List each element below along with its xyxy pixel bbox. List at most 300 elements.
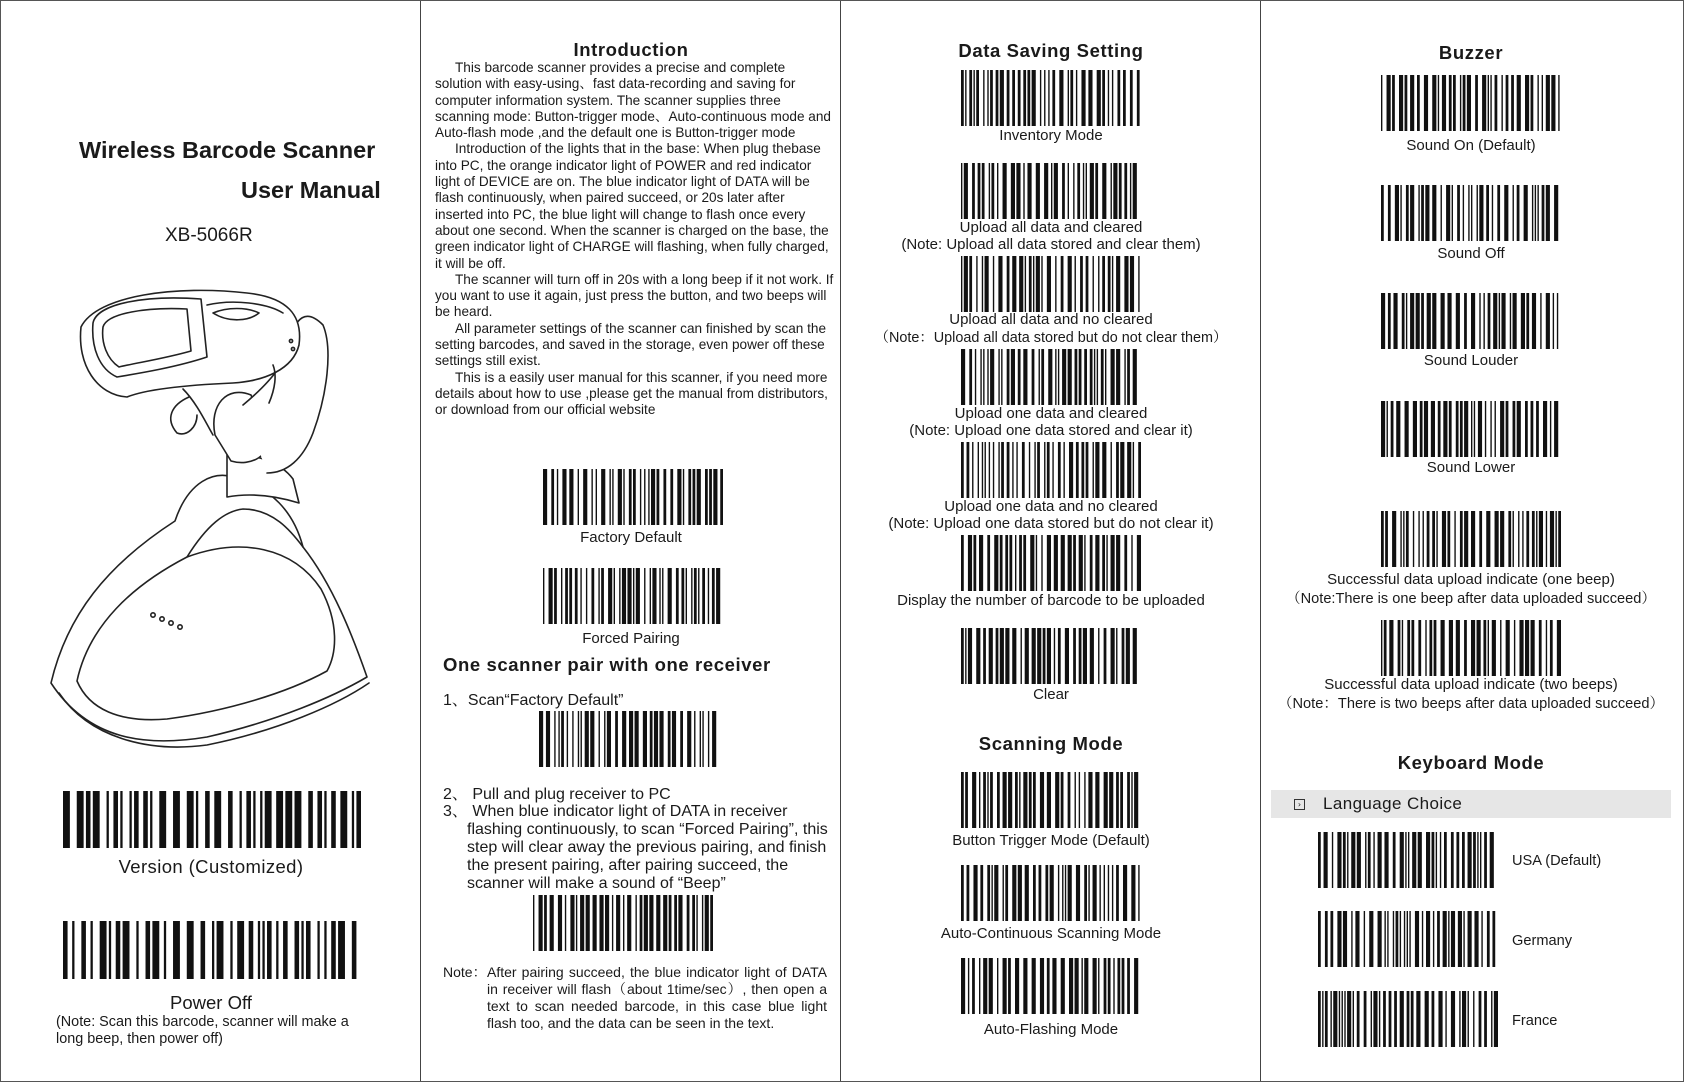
barcode-bar — [965, 70, 966, 126]
barcode-bar — [1090, 628, 1094, 684]
barcode-bar — [973, 535, 976, 591]
barcode-bar — [1511, 75, 1514, 131]
barcode-bar — [989, 958, 993, 1014]
barcode-bar — [983, 349, 984, 405]
barcode-bar — [578, 469, 579, 525]
barcode-bar — [1011, 349, 1015, 405]
barcode-bar — [987, 772, 988, 828]
barcode-bar — [635, 895, 636, 951]
barcode-bar — [997, 163, 998, 219]
barcode-bar — [580, 895, 584, 951]
barcode-bar — [1111, 628, 1115, 684]
barcode-bar — [989, 442, 990, 498]
barcode-bar — [990, 70, 993, 126]
barcode-bar — [985, 256, 989, 312]
barcode-bar — [1343, 832, 1346, 888]
button-trigger-barcode[interactable] — [961, 772, 1141, 828]
sound-louder-barcode[interactable] — [1381, 293, 1561, 349]
barcode-bar — [1124, 535, 1127, 591]
barcode-bar — [1536, 511, 1537, 567]
barcode-bar — [1506, 401, 1509, 457]
barcode-bar — [1381, 620, 1382, 676]
barcode-bar — [159, 791, 166, 848]
barcode-bar — [1086, 256, 1089, 312]
barcode-bar — [1426, 832, 1430, 888]
barcode-bar — [581, 711, 582, 767]
barcode-bar — [201, 921, 206, 979]
barcode-bar — [113, 791, 118, 848]
barcode-bar — [1381, 75, 1382, 131]
barcode-bar — [1557, 293, 1558, 349]
barcode-bar — [991, 865, 992, 921]
sound-lower-barcode[interactable] — [1381, 401, 1561, 457]
barcode-bar — [276, 921, 278, 979]
barcode-bar — [1084, 865, 1087, 921]
barcode-bar — [961, 772, 964, 828]
barcode-bar — [1522, 511, 1523, 567]
barcode-bar — [659, 568, 660, 624]
barcode-bar — [657, 469, 660, 525]
barcode-bar — [1388, 185, 1391, 241]
barcode-bar — [308, 791, 313, 848]
barcode-bar — [1558, 511, 1561, 567]
barcode-bar — [1504, 185, 1508, 241]
expand-icon[interactable]: › — [1294, 799, 1305, 810]
barcode-bar — [1427, 511, 1430, 567]
barcode-bar — [1122, 958, 1125, 1014]
barcode-bar — [1474, 911, 1478, 967]
barcode-bar — [1402, 620, 1403, 676]
barcode-bar — [1369, 911, 1373, 967]
barcode-bar — [648, 469, 649, 525]
barcode-bar — [694, 568, 697, 624]
barcode-bar — [1406, 185, 1409, 241]
barcode-bar — [591, 469, 592, 525]
barcode-bar — [1093, 442, 1094, 498]
barcode-bar — [1041, 349, 1044, 405]
barcode-bar — [237, 921, 244, 979]
barcode-bar — [663, 895, 667, 951]
usa-barcode[interactable] — [1318, 832, 1498, 888]
barcode-bar — [1032, 628, 1036, 684]
barcode-bar — [1399, 75, 1403, 131]
barcode-bar — [687, 895, 690, 951]
barcode-bar — [1546, 511, 1547, 567]
barcode-bar — [1454, 511, 1455, 567]
barcode-bar — [1468, 991, 1469, 1047]
introduction-column — [421, 1, 841, 1081]
barcode-bar — [1398, 620, 1401, 676]
barcode-bar — [1015, 772, 1018, 828]
barcode-bar — [1037, 628, 1041, 684]
barcode-bar — [644, 895, 648, 951]
barcode-bar — [1101, 349, 1104, 405]
barcode-bar — [1355, 911, 1359, 967]
barcode-bar — [1131, 865, 1135, 921]
clear-barcode[interactable] — [961, 628, 1141, 684]
barcode-bar — [1474, 401, 1475, 457]
barcode-bar — [1463, 185, 1464, 241]
barcode-bar — [677, 469, 681, 525]
pairing-heading: One scanner pair with one receiver — [443, 654, 771, 675]
auto-continuous-label: Auto-Continuous Scanning Mode — [940, 925, 1162, 942]
barcode-bar — [554, 568, 557, 624]
barcode-bar — [164, 921, 166, 979]
barcode-bar — [1412, 832, 1416, 888]
barcode-bar — [972, 772, 976, 828]
barcode-bar — [123, 921, 130, 979]
barcode-bar — [650, 568, 651, 624]
barcode-bar — [1543, 401, 1547, 457]
barcode-bar — [998, 442, 999, 498]
barcode-bar — [983, 628, 986, 684]
barcode-bar — [1018, 865, 1022, 921]
barcode-bar — [570, 895, 574, 951]
barcode-bar — [616, 895, 620, 951]
barcode-bar — [338, 921, 345, 979]
barcode-bar — [1392, 511, 1396, 567]
pairing-step-2: 2、 Pull and plug receiver to PC — [443, 786, 671, 803]
barcode-bar — [1501, 293, 1505, 349]
barcode-bar — [1427, 293, 1431, 349]
barcode-bar — [1073, 535, 1076, 591]
inventory-mode-barcode[interactable] — [961, 70, 1141, 126]
barcode-bar — [663, 469, 666, 525]
barcode-bar — [1019, 772, 1020, 828]
barcode-bar — [1537, 75, 1538, 131]
barcode-bar — [1432, 75, 1436, 131]
barcode-bar — [1127, 442, 1131, 498]
barcode-bar — [705, 895, 709, 951]
barcode-bar — [1406, 511, 1409, 567]
barcode-bar — [1025, 628, 1029, 684]
barcode-bar — [1546, 293, 1550, 349]
data-saving-heading: Data Saving Setting — [958, 40, 1144, 61]
barcode-bar — [1084, 958, 1088, 1014]
barcode-bar — [1400, 991, 1404, 1047]
barcode-bar — [627, 568, 631, 624]
barcode-bar — [997, 958, 998, 1014]
sound-on-label: Sound On (Default) — [1406, 137, 1536, 154]
barcode-bar — [633, 469, 636, 525]
barcode-bar — [1018, 70, 1021, 126]
barcode-bar — [1048, 70, 1049, 126]
barcode-bar — [656, 895, 660, 951]
barcode-bar — [561, 711, 564, 767]
barcode-bar — [1462, 991, 1466, 1047]
barcode-bar — [1471, 185, 1472, 241]
barcode-bar — [1131, 772, 1132, 828]
barcode-bar — [285, 791, 292, 848]
barcode-bar — [1471, 401, 1472, 457]
barcode-bar — [1126, 628, 1130, 684]
barcode-bar — [1460, 511, 1463, 567]
barcode-bar — [1027, 163, 1031, 219]
barcode-bar — [1041, 535, 1042, 591]
barcode-bar — [1443, 401, 1447, 457]
barcode-bar — [583, 469, 587, 525]
barcode-bar — [1373, 991, 1377, 1047]
auto-continuous-barcode[interactable] — [961, 865, 1141, 921]
barcode-bar — [678, 895, 682, 951]
barcode-bar — [1449, 75, 1452, 131]
barcode-bar — [1353, 991, 1354, 1047]
barcode-bar — [1389, 991, 1392, 1047]
barcode-bar — [1381, 185, 1384, 241]
barcode-bar — [1425, 185, 1429, 241]
barcode-bar — [1068, 772, 1071, 828]
barcode-bar — [1012, 256, 1016, 312]
barcode-bar — [1357, 991, 1360, 1047]
upload-one-no-cleared-barcode[interactable] — [961, 442, 1141, 498]
forced-pairing-barcode[interactable] — [543, 568, 723, 624]
germany-barcode[interactable] — [1318, 911, 1498, 967]
barcode-bar — [1424, 75, 1428, 131]
barcode-bar — [649, 895, 653, 951]
barcode-bar — [1518, 511, 1519, 567]
barcode-bar — [710, 895, 713, 951]
barcode-bar — [989, 163, 990, 219]
barcode-bar — [561, 568, 562, 624]
barcode-bar — [558, 711, 559, 767]
barcode-bar — [1113, 163, 1117, 219]
barcode-bar — [1517, 185, 1520, 241]
language-choice-bar[interactable] — [1271, 790, 1671, 818]
barcode-bar — [1007, 442, 1010, 498]
france-barcode[interactable] — [1318, 991, 1498, 1047]
barcode-bar — [1086, 442, 1089, 498]
barcode-bar — [134, 791, 139, 848]
factory-default-barcode[interactable] — [543, 469, 723, 525]
barcode-bar — [1130, 256, 1134, 312]
barcode-bar — [1468, 911, 1472, 967]
barcode-bar — [253, 791, 255, 848]
power-off-note: (Note: Scan this barcode, scanner will make a long beep, then power off) — [56, 1014, 349, 1047]
barcode-bar — [1094, 349, 1095, 405]
barcode-bar — [1075, 256, 1076, 312]
barcode-bar — [692, 895, 695, 951]
barcode-bar — [1090, 535, 1093, 591]
barcode-bar — [1068, 70, 1069, 126]
barcode-bar — [1479, 991, 1482, 1047]
one-beep-barcode[interactable] — [1381, 511, 1561, 567]
barcode-bar — [1138, 256, 1139, 312]
barcode-bar — [961, 865, 964, 921]
barcode-bar — [1432, 832, 1435, 888]
barcode-bar — [1484, 991, 1487, 1047]
barcode-bar — [1055, 772, 1059, 828]
barcode-bar — [983, 772, 986, 828]
barcode-bar — [1018, 349, 1021, 405]
barcode-bar — [697, 469, 701, 525]
barcode-bar — [1531, 620, 1535, 676]
barcode-bar — [708, 568, 709, 624]
barcode-bar — [1093, 958, 1097, 1014]
barcode-bar — [1410, 75, 1414, 131]
barcode-bar — [562, 469, 566, 525]
barcode-bar — [1023, 958, 1027, 1014]
barcode-bar — [1086, 163, 1087, 219]
barcode-bar — [1133, 442, 1134, 498]
barcode-bar — [1070, 70, 1073, 126]
barcode-bar — [1138, 442, 1141, 498]
barcode-bar — [1001, 442, 1004, 498]
barcode-bar — [1460, 401, 1463, 457]
barcode-bar — [1488, 293, 1491, 349]
barcode-bar — [187, 921, 194, 979]
barcode-bar — [686, 568, 687, 624]
upload-all-no-cleared-label: Upload all data and no cleared — [949, 311, 1153, 328]
barcode-bar — [1075, 772, 1076, 828]
barcode-bar — [1526, 293, 1529, 349]
pairing-note — [443, 964, 827, 1032]
barcode-bar — [1108, 958, 1111, 1014]
barcode-bar — [1034, 442, 1035, 498]
barcode-bar — [1016, 163, 1020, 219]
barcode-bar — [331, 791, 336, 848]
barcode-bar — [1351, 911, 1352, 967]
two-beeps-note: （Note：There is two beeps after data uploaded succeed） — [1277, 696, 1665, 712]
barcode-bar — [668, 568, 672, 624]
sound-off-barcode[interactable] — [1381, 185, 1561, 241]
display-count-barcode[interactable] — [961, 535, 1141, 591]
barcode-bar — [680, 711, 683, 767]
barcode-bar — [1023, 349, 1027, 405]
barcode-bar — [173, 791, 180, 848]
barcode-bar — [1451, 991, 1455, 1047]
barcode-bar — [1116, 349, 1120, 405]
barcode-bar — [1524, 185, 1528, 241]
barcode-bar — [1036, 163, 1040, 219]
barcode-bar — [1539, 511, 1543, 567]
manual-subtitle: User Manual — [241, 177, 381, 203]
barcode-bar — [1047, 256, 1051, 312]
barcode-bar — [1054, 163, 1058, 219]
barcode-bar — [1471, 293, 1475, 349]
barcode-bar — [996, 628, 999, 684]
two-beeps-barcode[interactable] — [1381, 620, 1561, 676]
barcode-bar — [1459, 991, 1460, 1047]
barcode-bar — [1550, 401, 1551, 457]
barcode-bar — [1097, 70, 1101, 126]
forced-pairing-step-barcode[interactable] — [533, 895, 713, 951]
barcode-bar — [1003, 163, 1007, 219]
barcode-bar — [619, 568, 620, 624]
barcode-bar — [1138, 865, 1139, 921]
barcode-bar — [1432, 511, 1435, 567]
barcode-bar — [1127, 772, 1130, 828]
sound-lower-label: Sound Lower — [1426, 459, 1516, 476]
barcode-bar — [1339, 991, 1340, 1047]
barcode-bar — [973, 865, 977, 921]
version-barcode[interactable] — [63, 791, 361, 848]
barcode-bar — [565, 568, 568, 624]
barcode-bar — [669, 895, 672, 951]
barcode-bar — [1387, 75, 1391, 131]
barcode-bar — [1393, 911, 1394, 967]
barcode-bar — [1478, 401, 1482, 457]
barcode-bar — [1033, 772, 1036, 828]
sound-on-barcode[interactable] — [1381, 75, 1561, 131]
barcode-bar — [1111, 349, 1115, 405]
barcode-bar — [1517, 401, 1521, 457]
barcode-bar — [1481, 911, 1482, 967]
scanner-illustration — [37, 285, 377, 755]
power-off-barcode[interactable] — [63, 921, 361, 979]
barcode-bar — [1475, 75, 1478, 131]
barcode-bar — [1039, 865, 1042, 921]
barcode-bar — [1449, 401, 1452, 457]
barcode-bar — [63, 921, 68, 979]
barcode-bar — [1446, 185, 1450, 241]
barcode-bar — [1099, 865, 1100, 921]
barcode-bar — [969, 256, 972, 312]
barcode-bar — [694, 711, 695, 767]
barcode-bar — [1400, 832, 1404, 888]
barcode-bar — [596, 469, 597, 525]
barcode-bar — [688, 469, 691, 525]
barcode-bar — [980, 349, 981, 405]
barcode-bar — [1532, 293, 1536, 349]
barcode-bar — [1003, 772, 1007, 828]
barcode-bar — [973, 70, 974, 126]
barcode-bar — [965, 772, 968, 828]
barcode-bar — [1088, 772, 1092, 828]
barcode-bar — [993, 256, 994, 312]
pairing-step-barcode[interactable] — [539, 711, 719, 767]
one-beep-label: Successful data upload indicate (one beep) — [1327, 571, 1615, 588]
barcode-bar — [1484, 832, 1487, 888]
barcode-bar — [983, 70, 984, 126]
upload-one-cleared-barcode[interactable] — [961, 349, 1141, 405]
barcode-bar — [1093, 256, 1094, 312]
barcode-bar — [1381, 293, 1385, 349]
barcode-bar — [1127, 349, 1130, 405]
barcode-bar — [1039, 349, 1040, 405]
barcode-bar — [1037, 442, 1040, 498]
barcode-bar — [91, 921, 93, 979]
barcode-bar — [1542, 185, 1545, 241]
barcode-bar — [1322, 991, 1323, 1047]
barcode-bar — [1105, 349, 1106, 405]
barcode-bar — [1479, 511, 1482, 567]
barcode-bar — [1007, 256, 1010, 312]
forced-pairing-label: Forced Pairing — [582, 630, 680, 647]
barcode-bar — [1495, 401, 1496, 457]
auto-flashing-barcode[interactable] — [961, 958, 1141, 1014]
barcode-bar — [1012, 70, 1015, 126]
france-label: France — [1512, 1013, 1558, 1029]
upload-all-no-cleared-barcode[interactable] — [961, 256, 1141, 312]
barcode-bar — [295, 791, 302, 848]
barcode-bar — [1073, 628, 1076, 684]
scanning-mode-heading: Scanning Mode — [978, 733, 1124, 754]
barcode-bar — [598, 568, 599, 624]
barcode-bar — [1479, 293, 1480, 349]
barcode-bar — [1083, 163, 1084, 219]
barcode-bar — [569, 469, 573, 525]
barcode-bar — [1482, 75, 1486, 131]
barcode-bar — [1011, 163, 1015, 219]
barcode-bar — [591, 568, 594, 624]
upload-all-cleared-barcode[interactable] — [961, 163, 1141, 219]
barcode-bar — [1537, 185, 1538, 241]
barcode-bar — [1090, 349, 1093, 405]
barcode-bar — [1005, 865, 1008, 921]
barcode-bar — [709, 469, 712, 525]
barcode-bar — [1426, 911, 1430, 967]
barcode-bar — [1422, 911, 1423, 967]
